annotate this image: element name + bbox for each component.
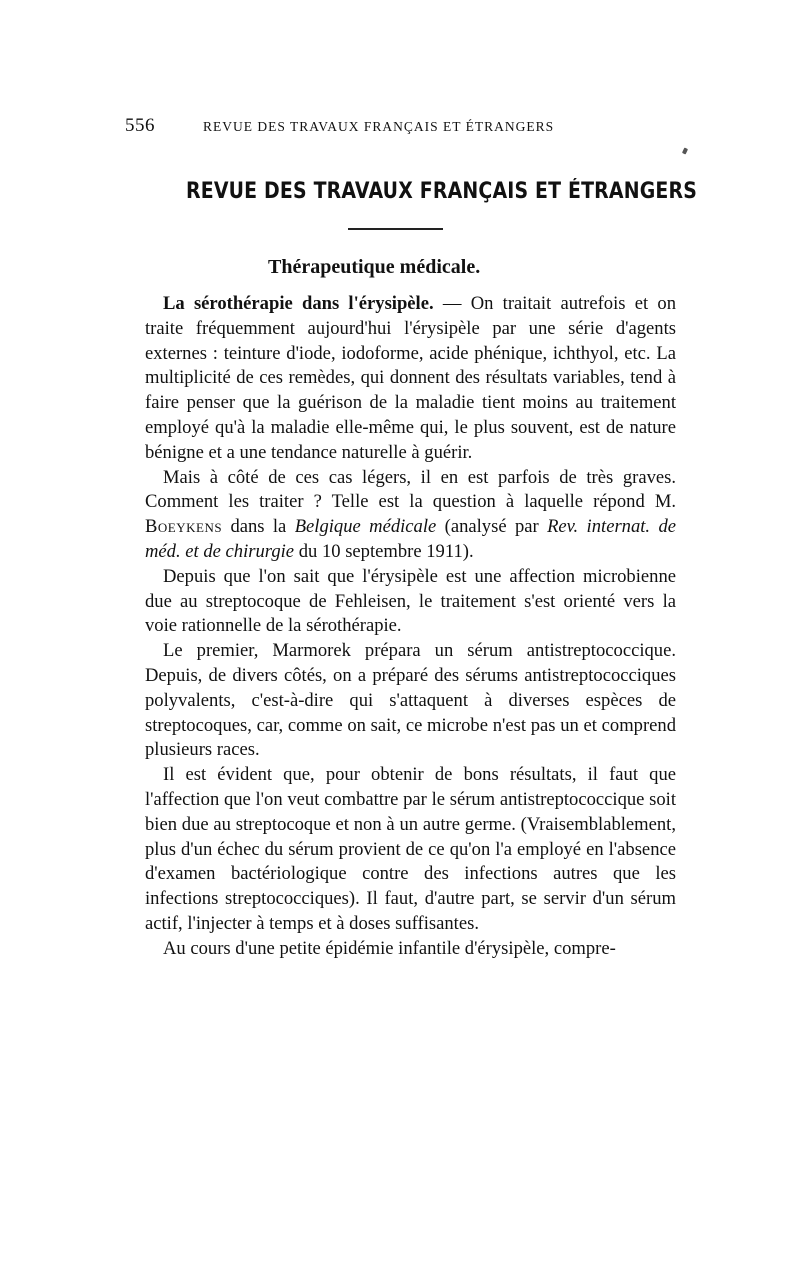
author-name: Boeykens — [145, 516, 223, 538]
paragraph-3: Depuis que l'on sait que l'érysipèle est une affection microbienne due au streptocoque de Fehleisen, le traitement s'est orienté vers la voie rationnelle de la sérothérapie. — [145, 565, 676, 637]
paragraph-2-part-d: du 10 septembre 1911). — [294, 540, 474, 562]
paragraph-1 — [145, 292, 676, 466]
paragraph-2 — [145, 466, 676, 565]
running-header — [125, 115, 685, 141]
journal-title: REVUE DES TRAVAUX FRANÇAIS ET ÉTRANGERS — [186, 179, 698, 204]
journal-citation: Belgique médicale — [294, 516, 437, 538]
paragraph-4: Le premier, Marmorek prépara un sérum antistreptococcique. Depuis, de divers côtés, on a préparé des sérums antistreptococciques polyvalents, c'est-à-dire qui s'attaquent à diverses espèces de streptocoques, car, comme on sait, ce microbe n'est pas un et comprend plusieurs races. — [145, 640, 676, 761]
review-citation: Rev. internat. de méd. et de chirurgie — [145, 516, 677, 562]
paragraph-5: Il est évident que, pour obtenir de bons résultats, il faut que l'affection que l'on veut combattre par le sérum antistreptococcique soit bien due au streptocoque et non à un autre germe. (Vraisemblablement, plus d'un échec du sérum provient de ce qu'on l'a employé en l'absence d'examen bactériologique contre des infections autres que les infections streptococciques). Il faut, d'autre part, se servir d'un sérum actif, l'injecter à temps et à doses suffisantes. — [145, 764, 676, 934]
article-title: La sérothérapie dans l'érysipèle. — [163, 293, 434, 314]
running-title: REVUE DES TRAVAUX FRANÇAIS ET ÉTRANGERS — [203, 119, 555, 134]
paragraph-2-part-c: (analysé par — [436, 516, 548, 538]
print-speck — [682, 147, 688, 154]
title-rule — [348, 228, 443, 230]
paragraph-1-text: — On traitait autrefois et on traite fréquemment aujourd'hui l'érysipèle par une série d'agents externes : teinture d'iode, iodoforme, acide phénique, ichthyol, etc. La multiplicité de ces remèdes, qui donnent des résultats variables, tend à faire penser que la guérison de la maladie tient moins au traitement employé qu'à la maladie elle-même qui, le plus souvent, est de nature bénigne et a une tendance naturelle à guérir. — [145, 293, 676, 463]
article-body — [145, 292, 676, 962]
paragraph-2-part-b: dans la — [222, 516, 295, 538]
paragraph-6: Au cours d'une petite épidémie infantile d'érysipèle, compre- — [163, 937, 616, 959]
section-heading: Thérapeutique médicale. — [268, 256, 481, 278]
page-number: 556 — [125, 115, 155, 136]
paragraph-2-part-a: Mais à côté de ces cas légers, il en est parfois de très graves. Comment les traiter ? Telle est la question à laquelle répond M. — [145, 466, 676, 513]
